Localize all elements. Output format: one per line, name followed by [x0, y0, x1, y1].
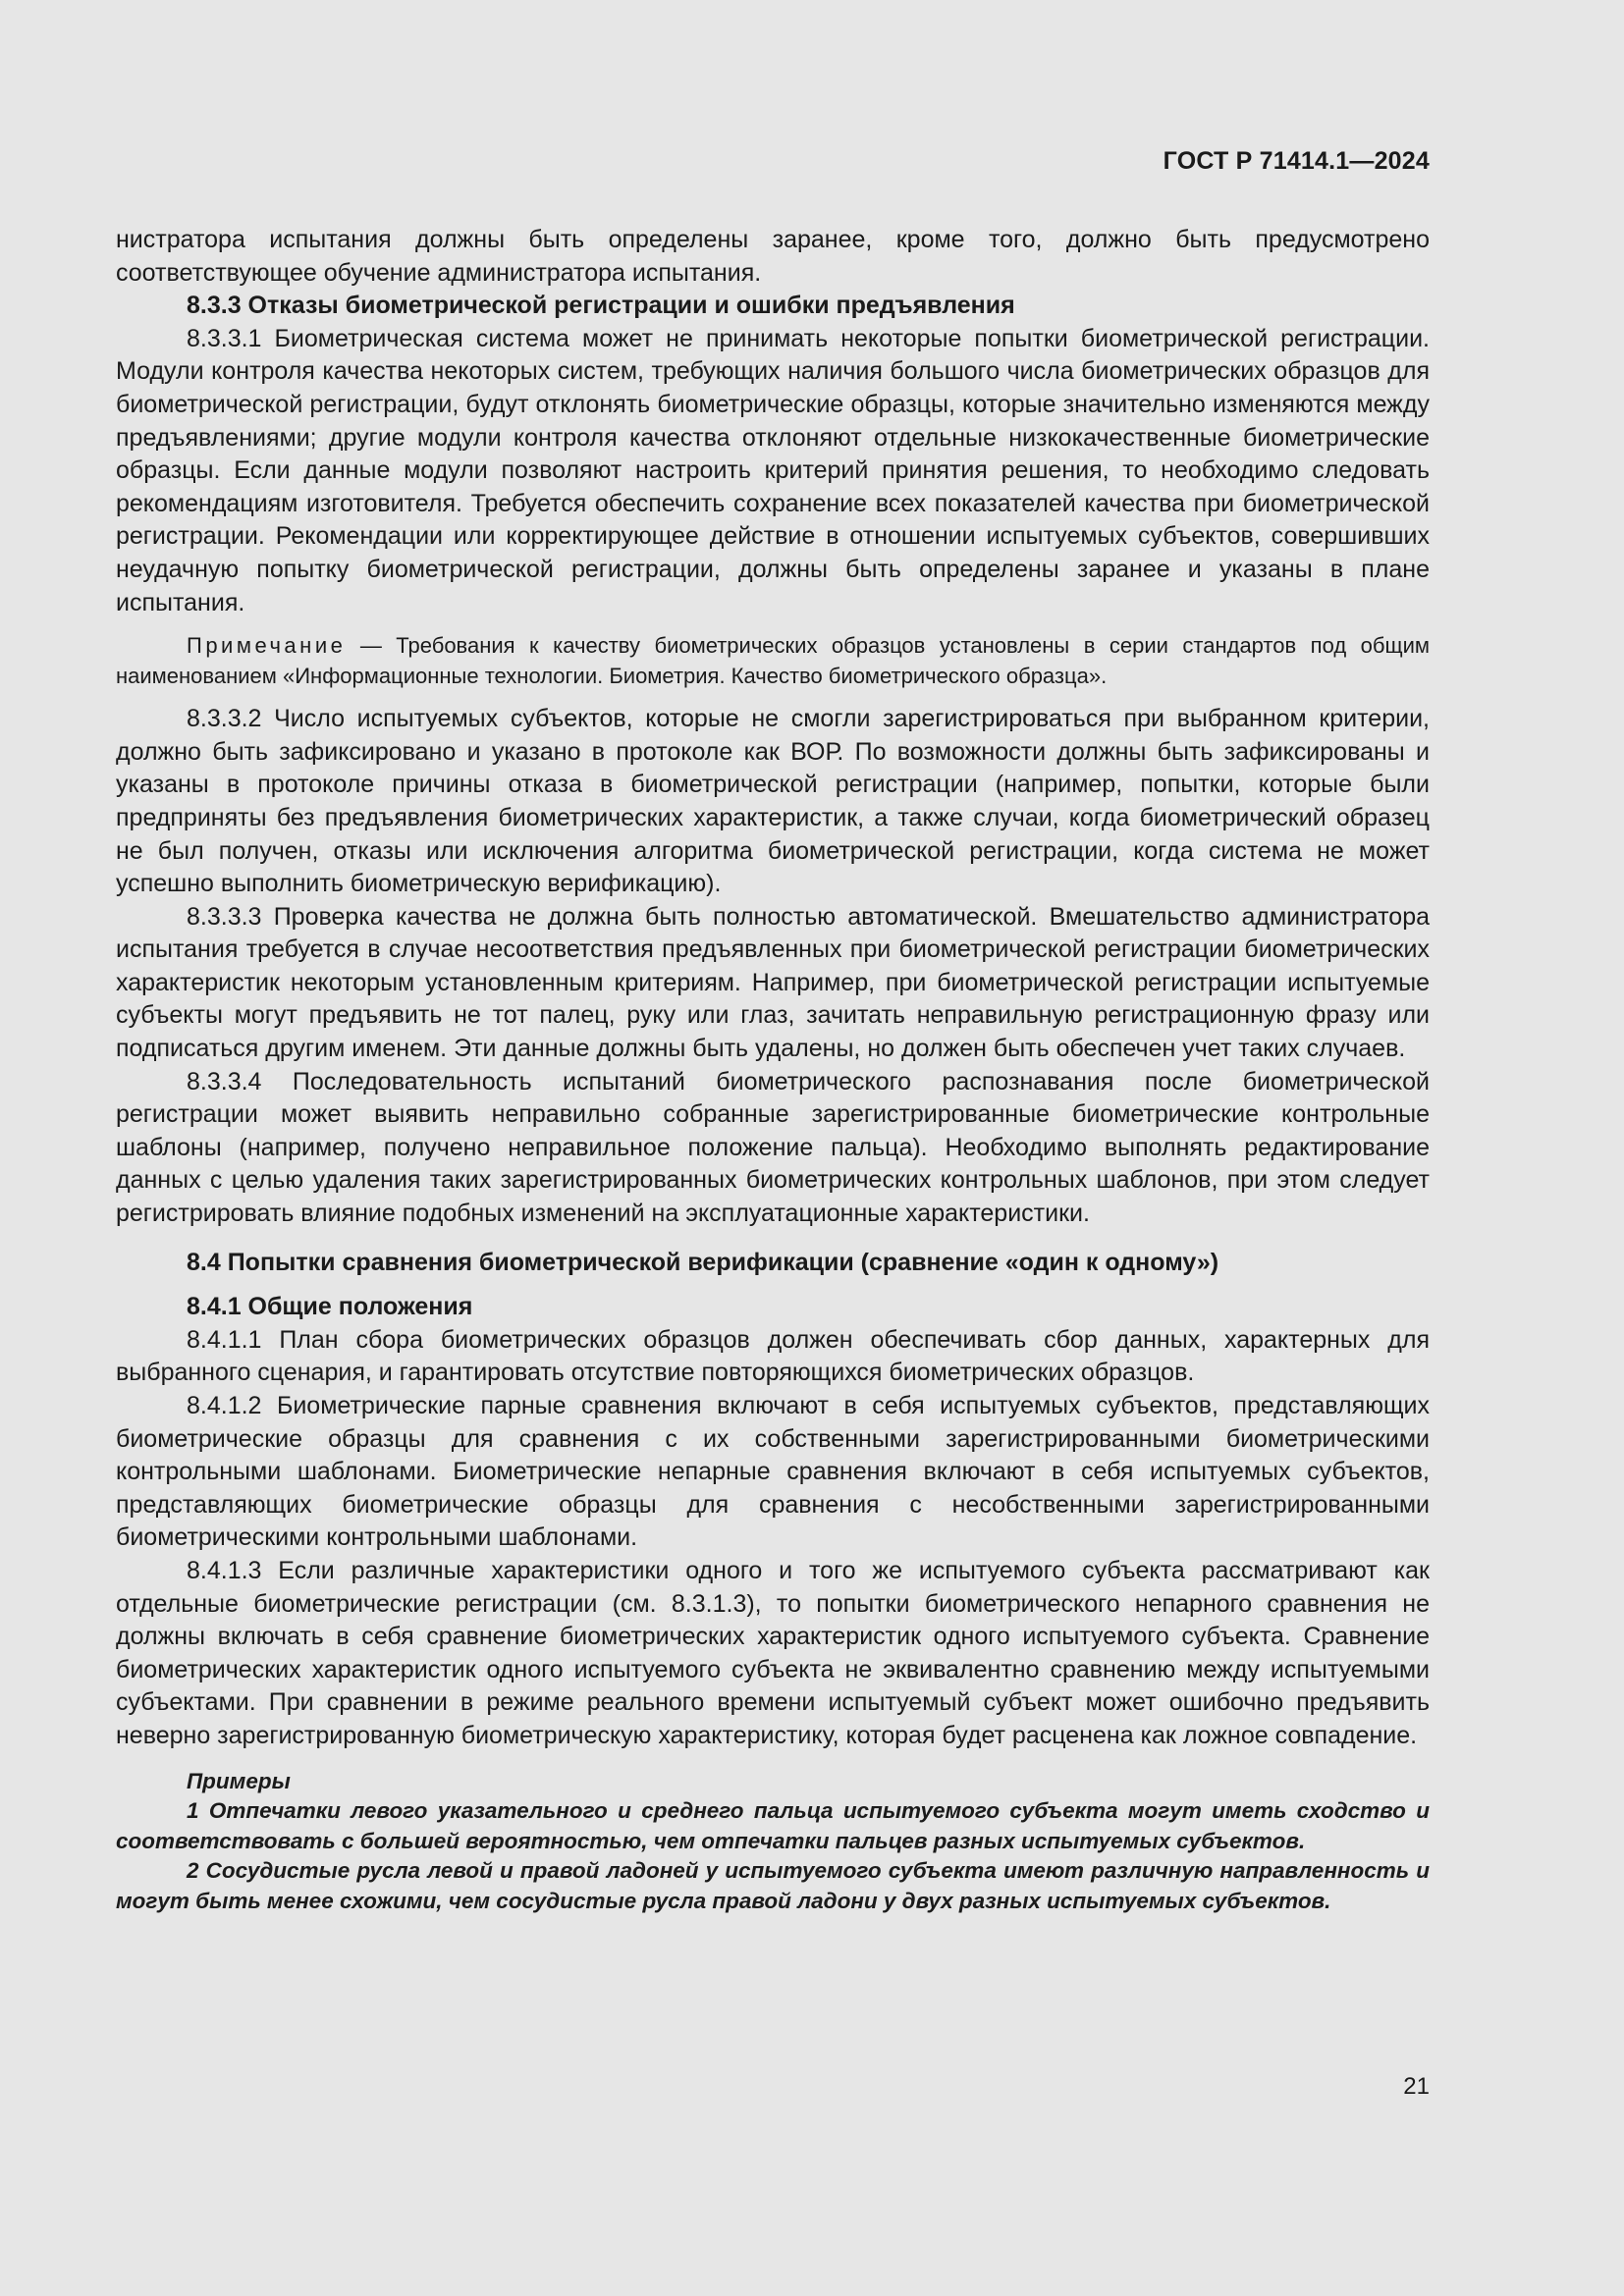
example-item-1: 1 Отпечатки левого указательного и среднего пальца испытуемого субъекта могут иметь сходство и соответствовать с большей вероятностью, чем отпечатки пальцев разных испытуемых субъектов.: [116, 1798, 1430, 1853]
note-text: — Требования к качеству биометрических образцов установлены в серии стандартов под общим наименованием «Информационные технологии. Биометрия. Качество биометрического образца».: [116, 633, 1430, 688]
document-code-header: ГОСТ Р 71414.1—2024: [1163, 147, 1430, 175]
paragraph-8-3-3-3: 8.3.3.3 Проверка качества не должна быть полностью автоматической. Вмешательство администратора испытания требуется в случае несоответствия предъявленных при биометрической регистрации биометрических характеристик некоторым установленным критериям. Например, при биометрической регистрации испытуемые субъекты могут предъявить не тот палец, руку или глаз, зачитать неправильную регистрационную фразу или подписаться другим именем. Эти данные должны быть удалены, но должен быть обеспечен учет таких случаев.: [116, 902, 1430, 1063]
note-label: Примечание: [187, 633, 347, 659]
section-heading-8-4-1: 8.4.1 Общие положения: [187, 1293, 473, 1321]
examples-heading: Примеры: [187, 1768, 291, 1793]
section-heading-8-3-3: 8.3.3 Отказы биометрической регистрации и ошибки предъявления: [187, 292, 1015, 320]
paragraph-8-3-3-2: 8.3.3.2 Число испытуемых субъектов, которые не смогли зарегистрироваться при выбранном критерии, должно быть зафиксировано и указано в протоколе как ВОР. По возможности должны быть зафиксированы и указаны в протоколе причины отказа в биометрической регистрации (например, попытки, которые были предприняты без предъявления биометрических характеристик, а также случаи, когда биометрический образец не был получен, отказы или исключения алгоритма биометрической регистрации, когда система не может успешно выполнить биометрическую верификацию).: [116, 705, 1430, 898]
paragraph-8-3-3-1: 8.3.3.1 Биометрическая система может не принимать некоторые попытки биометрической регистрации. Модули контроля качества некоторых систем, требующих наличия большого числа биометрических образцов для биометрической регистрации, будут отклонять биометрические образцы, которые значительно изменяются между предъявлениями; другие модули контроля качества отклоняют отдельные низкокачественные биометрические образцы. Если данные модули позволяют настроить критерий принятия решения, то необходимо следовать рекомендациям изготовителя. Требуется обеспечить сохранение всех показателей качества при биометрической регистрации. Рекомендации или корректирующее действие в отношении испытуемых субъектов, совершивших неудачную попытку биометрической регистрации, должны быть определены заранее и указаны в плане испытания.: [116, 324, 1430, 616]
document-body: [116, 224, 1430, 1916]
page-number: 21: [1403, 2073, 1430, 2100]
examples-block: [116, 1767, 1430, 1917]
paragraph-8-4-1-1: 8.4.1.1 План сбора биометрических образцов должен обеспечивать сбор данных, характерных для выбранного сценария, и гарантировать отсутствие повторяющихся биометрических образцов.: [116, 1325, 1430, 1387]
paragraph-8-4-1-2: 8.4.1.2 Биометрические парные сравнения включают в себя испытуемых субъектов, представляющих биометрические образцы для сравнения с их собственными зарегистрированными биометрическими контрольными шаблонами. Биометрические непарные сравнения включают в себя испытуемых субъектов, представляющих биометрические образцы для сравнения с несобственными зарегистрированными биометрическими контрольными шаблонами.: [116, 1392, 1430, 1552]
paragraph-8-4-1-3: 8.4.1.3 Если различные характеристики одного и того же испытуемого субъекта рассматривают как отдельные биометрические регистрации (см. 8.3.1.3), то попытки биометрического непарного сравнения не должны включать в себя сравнение биометрических характеристик одного испытуемого субъекта. Сравнение биометрических характеристик одного испытуемого субъекта не эквивалентно сравнению между испытуемыми субъектами. При сравнении в режиме реального времени испытуемый субъект может ошибочно предъявить неверно зарегистрированную биометрическую характеристику, которая будет расценена как ложное совпадение.: [116, 1556, 1430, 1749]
paragraph-8-3-3-4: 8.3.3.4 Последовательность испытаний биометрического распознавания после биометрической регистрации может выявить неправильно собранные зарегистрированные биометрические контрольные шаблоны (например, получено неправильное положение пальца). Необходимо выполнять редактирование данных с целью удаления таких зарегистрированных биометрических контрольных шаблонов, при этом следует регистрировать влияние подобных изменений на эксплуатационные характеристики.: [116, 1067, 1430, 1228]
section-heading-8-4: 8.4 Попытки сравнения биометрической верификации (сравнение «один к одному»): [187, 1248, 1219, 1276]
note: [116, 631, 1430, 691]
example-item-2: 2 Сосудистые русла левой и правой ладоней у испытуемого субъекта имеют различную направленность и могут быть менее схожими, чем сосудистые русла правой ладони у двух разных испытуемых субъектов.: [116, 1858, 1430, 1913]
paragraph-continuation: нистратора испытания должны быть определены заранее, кроме того, должно быть предусмотрено соответствующее обучение администратора испытания.: [116, 226, 1430, 287]
